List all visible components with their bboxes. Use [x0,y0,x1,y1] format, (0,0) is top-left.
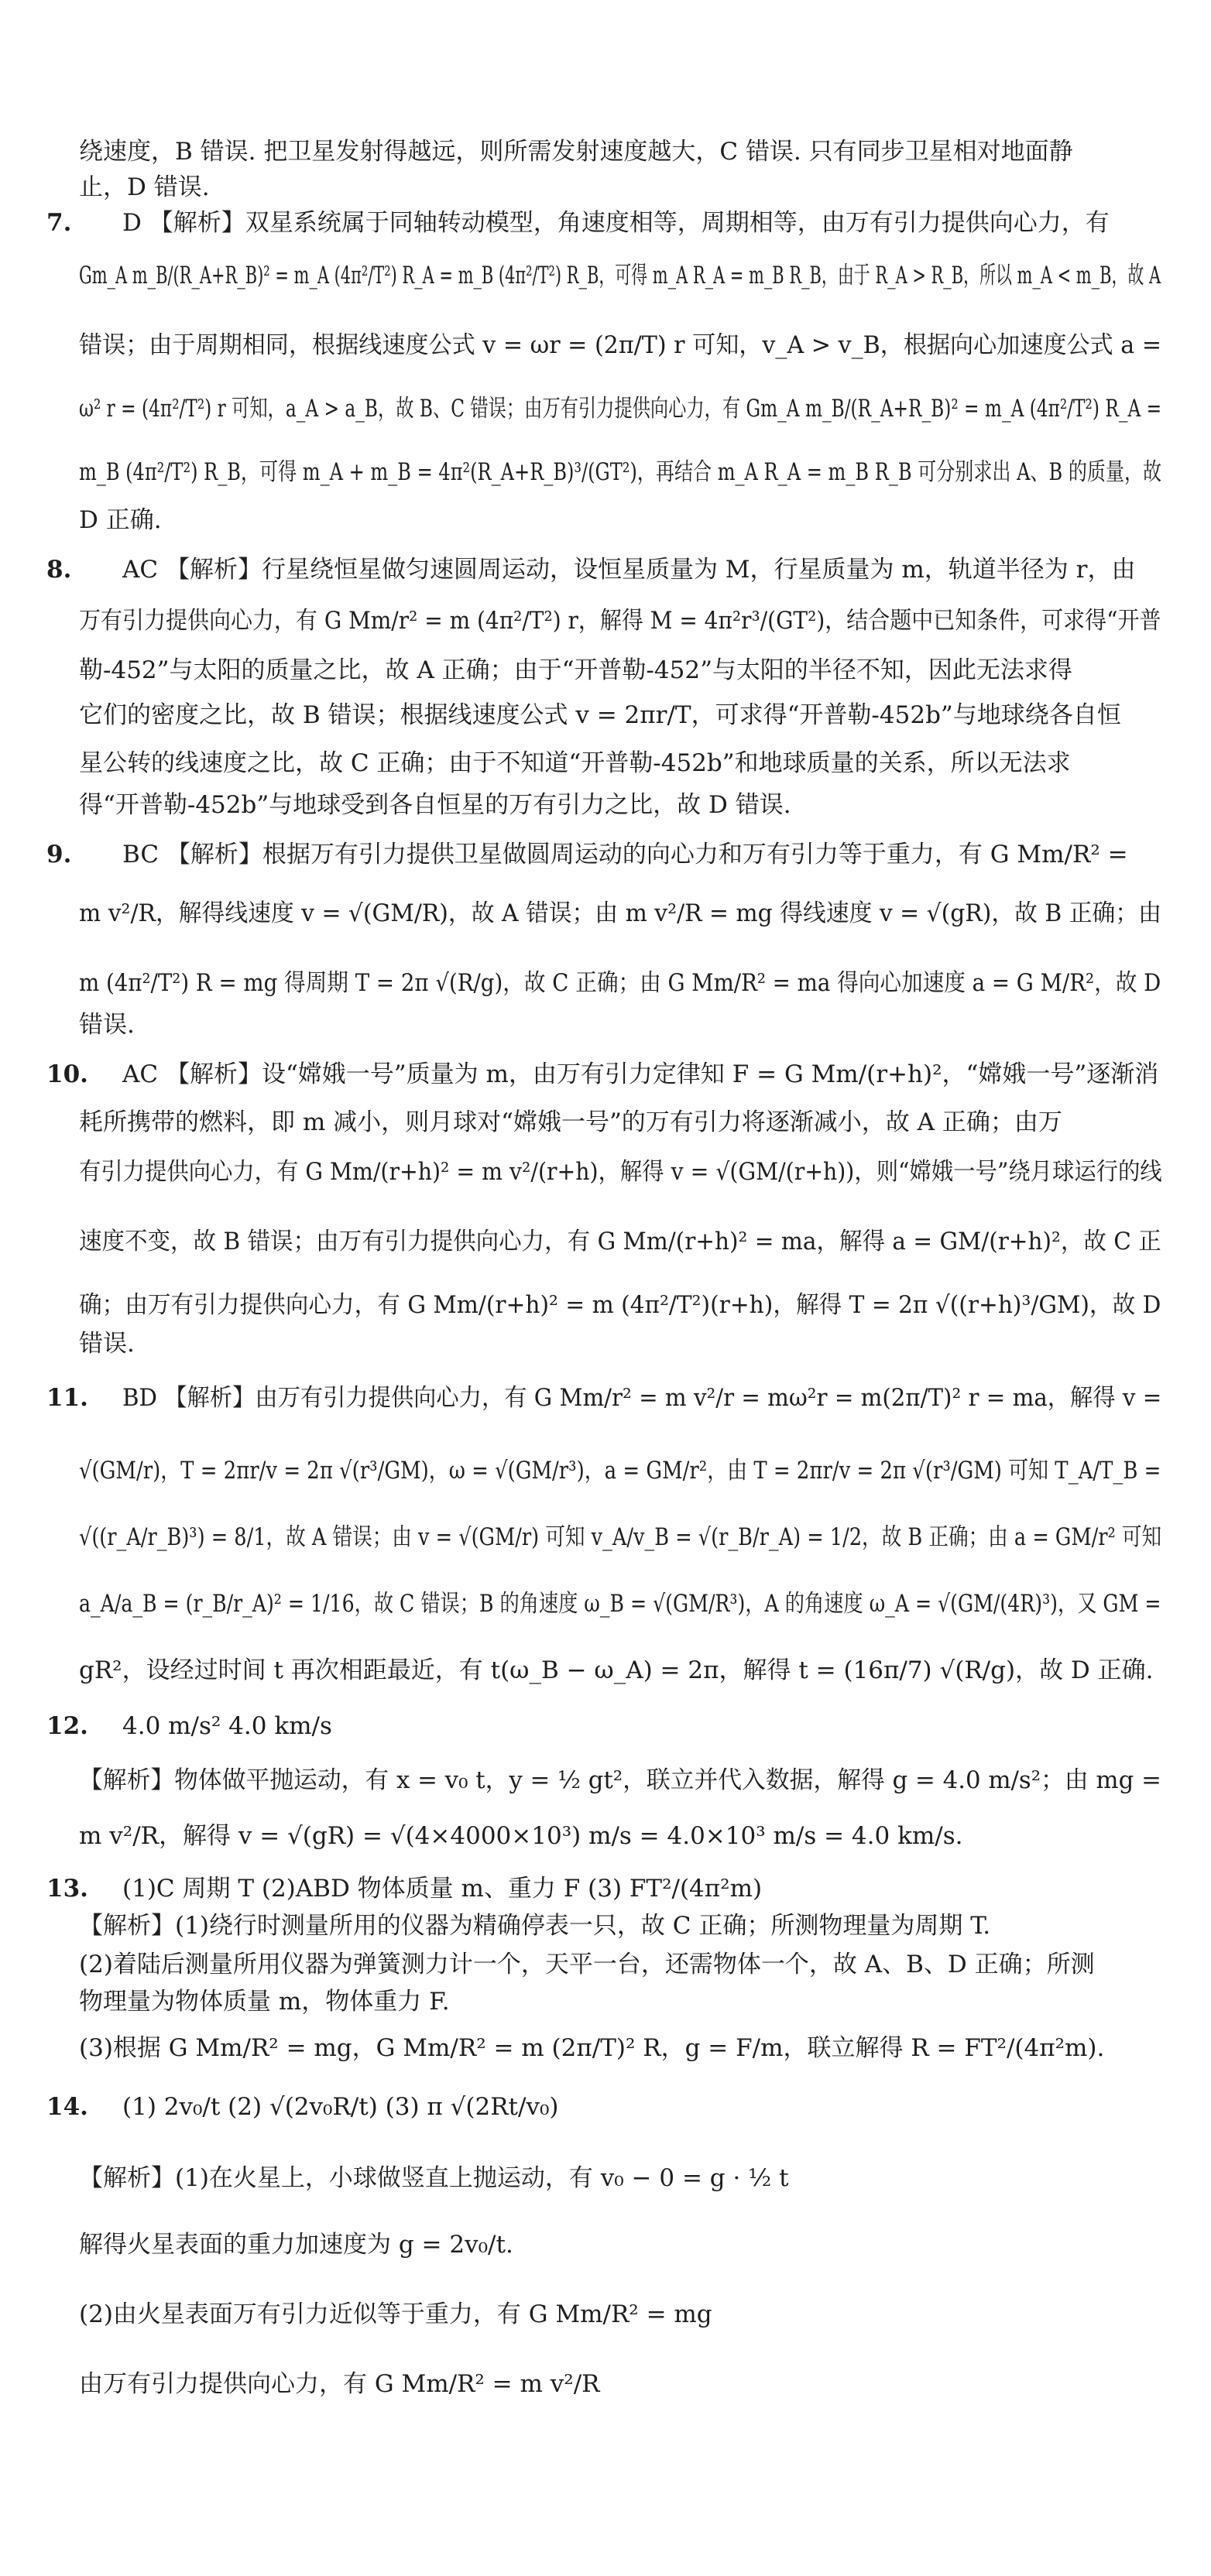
line-text: 确；由万有引力提供向心力，有 G Mm/(r+h)² = m (4π²/T²)(r+h)，解得 T = 2π √((r+h)³/GM)，故 D [79,1291,1161,1319]
line-text: Gm_A m_B/(R_A+R_B)² = m_A (4π²/T²) R_A = m_B (4π²/T²) R_B，可得 m_A R_A = m_B R_B，由于 R_A > R_B，所以 m_A < m_B，故 A [79,262,1161,289]
line-text: 止，D 错误. [79,173,210,201]
line-text: BD 【解析】由万有引力提供向心力，有 G Mm/r² = m v²/r = mω²r = m(2π/T)² r = ma，解得 v = [122,1384,1162,1412]
line-text: 错误. [79,1330,135,1358]
text-line [79,1522,1211,1553]
line-text: 错误；由于周期相同，根据线速度公式 v = ωr = (2π/T) r 可知，v_A > v_B，根据向心加速度公式 a = [79,331,1162,359]
text-line [79,1455,1211,1486]
text-line [46,839,1128,870]
text-line [79,1588,1211,1619]
text-line [46,1711,332,1742]
text-line [79,2369,599,2400]
line-text: 耗所携带的燃料，即 m 减小，则月球对“嫦娥一号”的万有引力将逐渐减小，故 A 正确；由万 [79,1108,1062,1136]
line-text: 勒-452”与太阳的质量之比，故 A 正确；由于“开普勒-452”与太阳的半径不知，因此无法求得 [79,656,1072,684]
line-text: AC 【解析】设“嫦娥一号”质量为 m，由万有引力定律知 F = G Mm/(r+h)²，“嫦娥一号”逐渐消 [122,1060,1159,1088]
text-line [79,968,1211,999]
line-text: m_B (4π²/T²) R_B，可得 m_A + m_B = 4π²(R_A+R_B)³/(GT²)，再结合 m_A R_A = m_B R_B 可分别求出 A、B 的质量，故 [79,458,1162,486]
line-text: (2)由火星表面万有引力近似等于重力，有 G Mm/R² = mg [79,2300,712,2328]
text-line [79,655,1072,686]
line-text: (1) 2v₀/t (2) √(2v₀R/t) (3) π √(2Rt/v₀) [122,2093,559,2121]
line-text: 有引力提供向心力，有 G Mm/(r+h)² = m v²/(r+h)，解得 v = √(GM/(r+h))，则“嫦娥一号”绕月球运行的线 [79,1158,1162,1186]
line-text: 错误. [79,1011,135,1039]
line-text: 速度不变，故 B 错误；由万有引力提供向心力，有 G Mm/(r+h)² = ma，解得 a = GM/(r+h)²，故 C 正 [79,1228,1161,1255]
line-text: √(GM/r)，T = 2πr/v = 2π √(r³/GM)，ω = √(GM/r³)，a = GM/r²，由 T = 2πr/v = 2π √(r³/GM) 可知 T_A/T_B = [79,1457,1161,1485]
text-line [79,1655,1153,1686]
text-line [79,1910,990,1941]
text-line [46,1382,1211,1413]
text-line [79,393,1211,424]
text-line [79,2299,712,2330]
text-line [79,1986,450,2017]
question-number: 8. [46,556,72,584]
text-line [79,172,210,203]
line-text: 万有引力提供向心力，有 G Mm/r² = m (4π²/T²) r，解得 M = 4π²r³/(GT²)，结合题中已知条件，可求得“开普 [79,607,1161,635]
text-line [46,1059,1159,1090]
question-number: 7. [46,209,72,237]
line-text: m v²/R，解得线速度 v = √(GM/R)，故 A 错误；由 m v²/R = mg 得线速度 v = √(gR)，故 B 正确；由 [79,899,1161,927]
text-line [79,505,162,536]
text-line [79,748,1071,779]
text-line [79,260,1211,291]
text-line [79,1765,1169,1796]
text-line [79,330,1194,361]
line-text: (1)C 周期 T (2)ABD 物体质量 m、重力 F (3) FT²/(4π²m) [122,1875,763,1903]
line-text: 星公转的线速度之比，故 C 正确；由于不知道“开普勒-452b”和地球质量的关系，所以无法求 [79,749,1071,777]
line-text: ω² r = (4π²/T²) r 可知，a_A > a_B，故 B、C 错误；由万有引力提供向心力，有 Gm_A m_B/(R_A+R_B)² = m_A (4π²/T²) R_A = [79,395,1162,423]
question-number: 9. [46,841,72,868]
line-text: 【解析】(1)绕行时测量所用的仪器为精确停表一只，故 C 正确；所测物理量为周期 T. [79,1912,991,1940]
question-number: 12. [46,1712,88,1740]
text-line [79,136,1073,167]
text-line [79,1821,962,1852]
text-line [79,2163,789,2194]
line-text: 得“开普勒-452b”与地球受到各自恒星的万有引力之比，故 D 错误. [79,791,791,819]
line-text: D 【解析】双星系统属于同轴转动模型，角速度相等，周期相等，由万有引力提供向心力，有 [122,209,1110,237]
text-line [46,2091,559,2122]
line-text: 【解析】物体做平抛运动，有 x = v₀ t，y = ½ gt²，联立并代入数据，解得 g = 4.0 m/s²；由 mg = [79,1766,1161,1794]
text-line [79,2033,1104,2064]
line-text: 物理量为物体质量 m，物体重力 F. [79,1988,450,2016]
text-line [79,605,1211,636]
text-line [79,2229,513,2260]
text-line [79,1156,1211,1187]
question-number: 11. [46,1384,88,1412]
line-text: AC 【解析】行星绕恒星做匀速圆周运动，设恒星质量为 M，行星质量为 m，轨道半径为 r，由 [122,556,1136,584]
line-text: BC 【解析】根据万有引力提供卫星做圆周运动的向心力和万有引力等于重力，有 G Mm/R² = [122,841,1128,868]
line-text: (2)着陆后测量所用仪器为弹簧测力计一个，天平一台，还需物体一个，故 A、B、D 正确；所测 [79,1951,1095,1978]
question-number: 14. [46,2093,88,2121]
line-text: m (4π²/T²) R = mg 得周期 T = 2π √(R/g)，故 C 正确；由 G Mm/R² = ma 得向心加速度 a = G M/R²，故 D [79,969,1161,997]
text-line [79,700,1121,731]
line-text: a_A/a_B = (r_B/r_A)² = 1/16，故 C 错误；B 的角速度 ω_B = √(GM/R³)，A 的角速度 ω_A = √(GM/(4R)³)，又 GM = [79,1590,1161,1618]
text-line [79,1226,1211,1257]
text-line [46,1873,763,1904]
text-line [46,207,1110,238]
text-line [79,898,1206,929]
line-text: 【解析】(1)在火星上，小球做竖直上抛运动，有 v₀ − 0 = g · ½ t [79,2164,789,2192]
question-number: 13. [46,1875,88,1903]
line-text: m v²/R，解得 v = √(gR) = √(4×4000×10³) m/s = 4.0×10³ m/s = 4.0 km/s. [79,1822,963,1850]
question-number: 10. [46,1060,88,1088]
text-line [79,1290,1211,1321]
line-text: D 正确. [79,506,162,534]
text-line [79,790,791,820]
text-line [79,1328,135,1359]
line-text: √((r_A/r_B)³) = 8/1，故 A 错误；由 v = √(GM/r) 可知 v_A/v_B = √(r_B/r_A) = 1/2，故 B 正确；由 a = GM/r² 可知 [79,1523,1162,1551]
line-text: 它们的密度之比，故 B 错误；根据线速度公式 v = 2πr/T，可求得“开普勒-452b”与地球绕各自恒 [79,701,1121,729]
text-line [79,457,1211,488]
text-line [46,554,1136,585]
line-text: 4.0 m/s² 4.0 km/s [122,1712,332,1740]
line-text: 绕速度，B 错误. 把卫星发射得越远，则所需发射速度越大，C 错误. 只有同步卫星相对地面静 [79,138,1073,166]
line-text: 解得火星表面的重力加速度为 g = 2v₀/t. [79,2231,513,2259]
text-line [79,1009,135,1040]
line-text: (3)根据 G Mm/R² = mg，G Mm/R² = m (2π/T)² R，g = F/m，联立解得 R = FT²/(4π²m). [79,2034,1105,2062]
text-line [79,1107,1062,1138]
text-line [79,1949,1095,1980]
line-text: 由万有引力提供向心力，有 G Mm/R² = m v²/R [79,2370,600,2398]
line-text: gR²，设经过时间 t 再次相距最近，有 t(ω_B − ω_A) = 2π，解得 t = (16π/7) √(R/g)，故 D 正确. [79,1656,1154,1684]
